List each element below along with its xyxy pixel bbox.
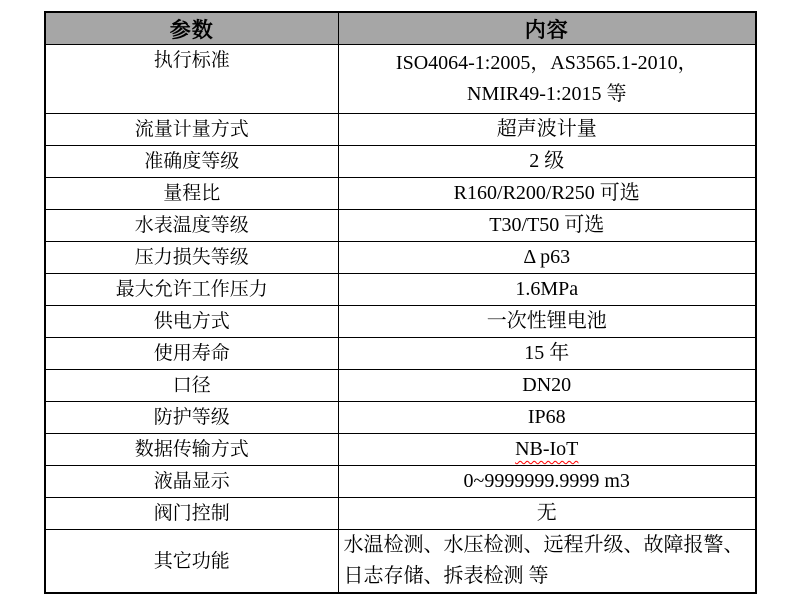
value-line: 一次性锂电池 bbox=[486, 310, 607, 332]
param-cell: 其它功能 bbox=[45, 530, 338, 594]
value-cell bbox=[338, 114, 756, 146]
value-cell bbox=[338, 274, 756, 306]
value-line: T30/T50 可选 bbox=[489, 214, 605, 236]
table-row bbox=[45, 402, 756, 434]
table-row bbox=[45, 466, 756, 498]
value-line: 超声波计量 bbox=[496, 118, 597, 140]
table-row bbox=[45, 242, 756, 274]
param-cell: 流量计量方式 bbox=[45, 114, 338, 146]
spec-table bbox=[44, 11, 757, 594]
param-cell: 最大允许工作压力 bbox=[45, 274, 338, 306]
value-line: 15 年 bbox=[524, 342, 570, 364]
value-cell bbox=[338, 498, 756, 530]
value-line-spellcheck-underline: NB-IoT bbox=[515, 438, 579, 460]
value-line: 0~9999999.9999 m3 bbox=[463, 470, 630, 492]
value-line: DN20 bbox=[522, 374, 572, 396]
value-cell bbox=[338, 210, 756, 242]
table-row bbox=[45, 306, 756, 338]
table-row bbox=[45, 338, 756, 370]
value-line: 日志存储、拆表检测 等 bbox=[343, 565, 549, 587]
param-cell: 压力损失等级 bbox=[45, 242, 338, 274]
value-line: R160/R200/R250 可选 bbox=[453, 182, 640, 204]
param-cell: 防护等级 bbox=[45, 402, 338, 434]
value-cell bbox=[338, 402, 756, 434]
value-line: 水温检测、水压检测、远程升级、故障报警、 bbox=[343, 534, 744, 556]
param-cell: 数据传输方式 bbox=[45, 434, 338, 466]
value-cell bbox=[338, 370, 756, 402]
table-row bbox=[45, 178, 756, 210]
param-cell: 量程比 bbox=[45, 178, 338, 210]
value-cell bbox=[338, 45, 756, 114]
header-cell-content: 内容 bbox=[338, 12, 756, 45]
param-cell: 液晶显示 bbox=[45, 466, 338, 498]
table-row bbox=[45, 274, 756, 306]
table-body bbox=[45, 45, 756, 594]
value-cell bbox=[338, 530, 756, 594]
value-line: 2 级 bbox=[529, 150, 565, 172]
table-row bbox=[45, 45, 756, 114]
table-row bbox=[45, 370, 756, 402]
value-cell bbox=[338, 306, 756, 338]
value-cell bbox=[338, 338, 756, 370]
value-cell bbox=[338, 434, 756, 466]
table-row bbox=[45, 114, 756, 146]
param-cell: 口径 bbox=[45, 370, 338, 402]
value-line: 无 bbox=[536, 502, 557, 524]
table-row bbox=[45, 146, 756, 178]
table-row bbox=[45, 210, 756, 242]
header-cell-param: 参数 bbox=[45, 12, 338, 45]
value-line: IP68 bbox=[527, 406, 566, 428]
table-row bbox=[45, 434, 756, 466]
value-line: NMIR49-1:2015 等 bbox=[467, 83, 627, 105]
param-cell: 使用寿命 bbox=[45, 338, 338, 370]
value-cell bbox=[338, 466, 756, 498]
param-cell: 准确度等级 bbox=[45, 146, 338, 178]
table-row bbox=[45, 498, 756, 530]
param-cell: 执行标准 bbox=[45, 45, 338, 114]
value-cell bbox=[338, 178, 756, 210]
value-line: 1.6MPa bbox=[515, 278, 579, 300]
header-row bbox=[45, 12, 756, 45]
param-cell: 水表温度等级 bbox=[45, 210, 338, 242]
param-cell: 供电方式 bbox=[45, 306, 338, 338]
value-cell bbox=[338, 146, 756, 178]
param-cell: 阀门控制 bbox=[45, 498, 338, 530]
value-line: Δ p63 bbox=[523, 246, 571, 268]
value-cell bbox=[338, 242, 756, 274]
value-line: ISO4064-1:2005，AS3565.1-2010， bbox=[395, 52, 698, 74]
table-row bbox=[45, 530, 756, 594]
